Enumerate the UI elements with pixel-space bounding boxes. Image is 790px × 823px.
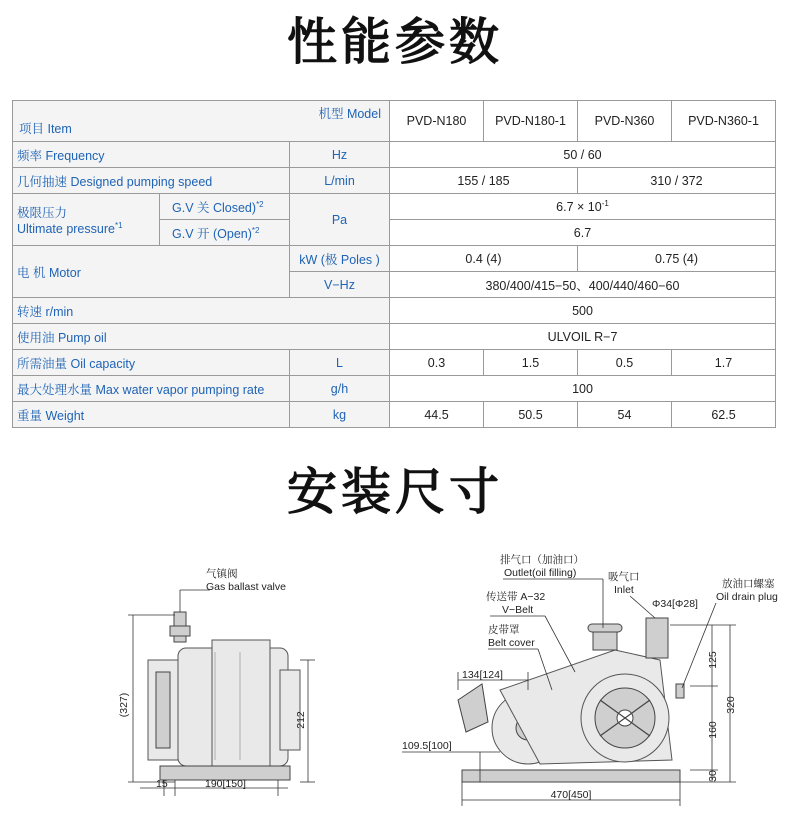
dim-h212: 212 <box>295 711 307 729</box>
motor-kw-n180: 0.4 (4) <box>390 246 578 272</box>
weight-label: 重量 Weight <box>13 402 290 428</box>
pressure-note-mark: *1 <box>114 220 123 230</box>
open-text: G.V 开 (Open) <box>172 226 252 241</box>
closed-text: G.V 关 Closed) <box>172 200 257 215</box>
table-row-vapor <box>13 376 776 402</box>
speed-unit: L/min <box>290 168 390 194</box>
outlet-cn: 排气口（加油口） <box>500 554 584 566</box>
motor-side <box>212 640 270 766</box>
gas-ballast-en: Gas ballast valve <box>206 581 286 593</box>
belt-cn: 传送带 A−32 <box>486 591 546 603</box>
dim-h109: 109.5[100] <box>402 740 452 752</box>
inlet-en: Inlet <box>614 584 634 596</box>
model-col-1: PVD-N180 <box>390 101 484 142</box>
model-item-header <box>13 101 390 142</box>
pressure-closed-label <box>160 194 290 220</box>
table-row-weight <box>13 402 776 428</box>
open-note-mark: *2 <box>251 225 260 235</box>
pump-front-view <box>402 553 778 806</box>
rpm-value: 500 <box>390 298 776 324</box>
gas-ballast-knob <box>170 626 190 636</box>
closed-exponent: -1 <box>601 198 609 208</box>
belt-en: V−Belt <box>502 604 534 616</box>
pump-side-view <box>118 567 315 796</box>
rpm-label: 转速 r/min <box>13 298 390 324</box>
dim-h320: 320 <box>725 696 737 714</box>
model-col-4: PVD-N360-1 <box>672 101 776 142</box>
speed-n360: 310 / 372 <box>578 168 776 194</box>
table-row-oil <box>13 324 776 350</box>
base-front <box>462 770 680 782</box>
spec-table <box>12 100 776 428</box>
drain-cn: 放油口螺塞 <box>722 578 775 590</box>
vapor-label: 最大处理水量 Max water vapor pumping rate <box>13 376 290 402</box>
vapor-unit: g/h <box>290 376 390 402</box>
dim-w134: 134[124] <box>462 669 503 681</box>
junction-box <box>458 684 488 732</box>
dim-d34: Φ34[Φ28] <box>652 598 698 610</box>
motor-kw-unit: kW (极 Poles ) <box>290 246 390 272</box>
table-row-speed <box>13 168 776 194</box>
dim-h30: 30 <box>707 770 719 782</box>
table-row-rpm <box>13 298 776 324</box>
capacity-unit: L <box>290 350 390 376</box>
spec-section-title: 性能参数 <box>287 13 503 71</box>
frequency-value: 50 / 60 <box>390 142 776 168</box>
model-col-2: PVD-N180-1 <box>484 101 578 142</box>
install-section-title: 安装尺寸 <box>287 463 503 521</box>
dim-w190: 190[150] <box>205 778 246 790</box>
capacity-2: 1.5 <box>484 350 578 376</box>
weight-2: 50.5 <box>484 402 578 428</box>
dim-h327: (327) <box>118 692 130 718</box>
pulley-side <box>156 672 170 748</box>
closed-note-mark: *2 <box>256 199 264 209</box>
pressure-label-cn: 极限压力 <box>17 205 68 220</box>
pressure-unit: Pa <box>290 194 390 246</box>
speed-n180: 155 / 185 <box>390 168 578 194</box>
capacity-3: 0.5 <box>578 350 672 376</box>
table-row-motor-kw <box>13 246 776 272</box>
motor-kw-n360: 0.75 (4) <box>578 246 776 272</box>
table-row-frequency <box>13 142 776 168</box>
pressure-label-en: Ultimate pressure <box>17 222 115 237</box>
dim-w15: 15 <box>156 778 168 790</box>
dim-w470: 470[450] <box>550 789 592 801</box>
motor-label: 电 机 Motor <box>13 246 290 298</box>
dim-h160: 160 <box>707 721 719 739</box>
pressure-open-label <box>160 220 290 246</box>
table-row-header <box>13 101 776 142</box>
drain-en: Oil drain plug <box>716 591 778 603</box>
pressure-label <box>13 194 160 246</box>
pressure-closed-value <box>390 194 776 220</box>
weight-1: 44.5 <box>390 402 484 428</box>
motor-voltage: 380/400/415−50、400/440/460−60 <box>390 272 776 298</box>
capacity-label: 所需油量 Oil capacity <box>13 350 290 376</box>
pressure-open-value: 6.7 <box>390 220 776 246</box>
speed-label: 几何抽速 Designed pumping speed <box>13 168 290 194</box>
model-col-3: PVD-N360 <box>578 101 672 142</box>
dim-h125: 125 <box>707 651 719 669</box>
installation-drawing <box>0 530 790 823</box>
end-cover-side <box>280 670 300 750</box>
frequency-unit: Hz <box>290 142 390 168</box>
oil-value: ULVOIL R−7 <box>390 324 776 350</box>
weight-unit: kg <box>290 402 390 428</box>
oil-label: 使用油 Pump oil <box>13 324 390 350</box>
cover-en: Belt cover <box>488 637 535 649</box>
cover-cn: 皮带罩 <box>488 624 520 636</box>
inlet-cn: 吸气口 <box>608 571 640 583</box>
weight-3: 54 <box>578 402 672 428</box>
model-label: 机型 Model <box>318 107 381 121</box>
table-row-capacity <box>13 350 776 376</box>
inlet-port <box>646 618 668 658</box>
frequency-label: 频率 Frequency <box>13 142 290 168</box>
gas-ballast-cn: 气镇阀 <box>206 568 238 580</box>
motor-v-unit: V−Hz <box>290 272 390 298</box>
weight-4: 62.5 <box>672 402 776 428</box>
vapor-value: 100 <box>390 376 776 402</box>
item-label: 项目 Item <box>19 122 72 136</box>
outlet-en: Outlet(oil filling) <box>504 567 577 579</box>
capacity-4: 1.7 <box>672 350 776 376</box>
closed-base: 6.7 × 10 <box>556 200 602 215</box>
table-row-pressure-closed <box>13 194 776 220</box>
capacity-1: 0.3 <box>390 350 484 376</box>
